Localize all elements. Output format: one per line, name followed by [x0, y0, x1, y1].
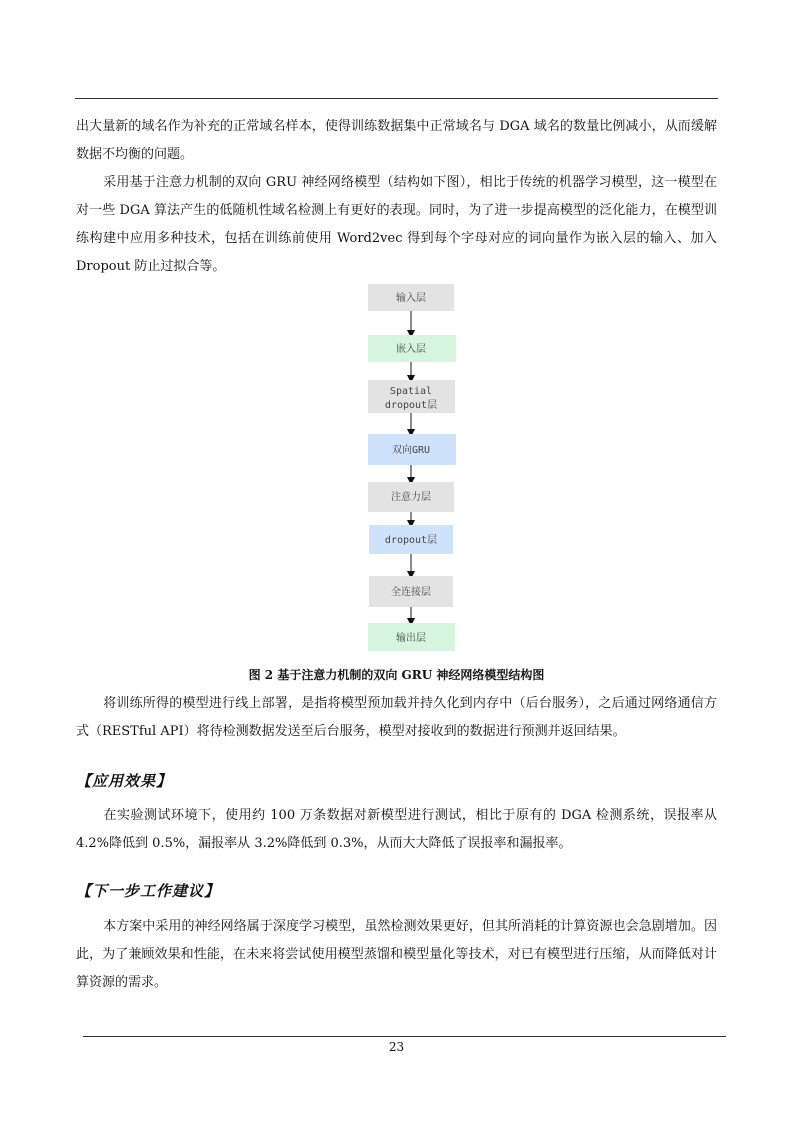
svg-text:嵌入层: 嵌入层 [396, 344, 426, 355]
section-heading-effect: 【应用效果】 [76, 772, 173, 790]
layer-bigru [368, 434, 456, 465]
paragraph-deployment: 将训练所得的模型进行线上部署，是指将模型预加载并持久化到内存中（后台服务），之后通过网络通信方式（RESTful API）将待检测数据发送至后台服务，模型对接收到的数据进行预测并返回结果。 [76, 696, 717, 739]
svg-text:注意力层: 注意力层 [391, 492, 431, 503]
paragraph-next-steps: 本方案中采用的神经网络属于深度学习模型，虽然检测效果更好，但其所消耗的计算资源也会急剧增加。因此，为了兼顾效果和性能，在未来将尝试使用模型蒸馏和模型量化等技术，对已有模型进行压缩，从而降低对计算资源的需求。 [76, 919, 717, 990]
svg-text:Spatial: Spatial [389, 386, 433, 397]
svg-text:双向GRU: 双向GRU [391, 445, 431, 456]
page-number: 23 [388, 1040, 405, 1054]
figure-caption: 图 2 基于注意力机制的双向 GRU 神经网络模型结构图 [248, 668, 545, 682]
paragraph-effect: 在实验测试环境下，使用约 100 万条数据对新模型进行测试，相比于原有的 DGA 检测系统，误报率从 4.2%降低到 0.5%，漏报率从 3.2%降低到 0.3%，从而大大降低了误报率和漏报率。 [76, 808, 717, 851]
layer-output [368, 623, 455, 651]
svg-text:dropout层: dropout层 [384, 400, 438, 411]
svg-text:输入层: 输入层 [396, 293, 426, 304]
paragraph-continuation: 出大量新的域名作为补充的正常域名样本，使得训练数据集中正常域名与 DGA 域名的数量比例减小，从而缓解数据不均衡的问题。 [76, 119, 717, 162]
layer-embedding [368, 335, 456, 362]
footer-rule [83, 1036, 726, 1037]
svg-text:输出层: 输出层 [396, 633, 426, 644]
layer-input [368, 284, 454, 311]
layer-attention [368, 482, 454, 512]
paragraph-model-intro: 采用基于注意力机制的双向 GRU 神经网络模型（结构如下图），相比于传统的机器学习模型，这一模型在对一些 DGA 算法产生的低随机性域名检测上有更好的表现。同时，为了进一步提高模型的泛化能力，在模型训练构建中应用多种技术，包括在训练前使用 Word2vec 得到每个字母对应的词向量作为嵌入层的输入、加入 Dropout 防止过拟合等。 [76, 175, 717, 274]
layer-spatial-dropout [368, 380, 455, 413]
svg-text:dropout层: dropout层 [384, 535, 438, 546]
layer-fully-connected [369, 576, 453, 607]
layer-dropout [369, 525, 453, 554]
section-heading-next-steps: 【下一步工作建议】 [76, 882, 221, 900]
svg-text:全连接层: 全连接层 [391, 587, 431, 598]
